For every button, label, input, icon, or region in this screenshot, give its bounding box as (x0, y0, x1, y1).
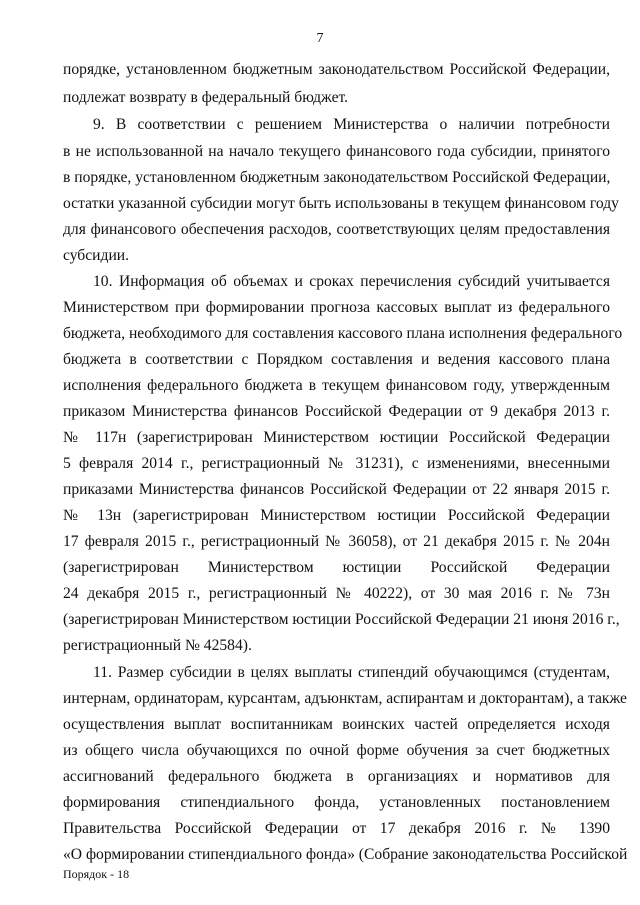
text-line: Министерством при формировании прогноза кассовых выплат из федерального (63, 299, 610, 316)
text-line: № 117н (зарегистрирован Министерством юстиции Российской Федерации (63, 429, 610, 446)
text-line: 17 февраля 2015 г., регистрационный № 36058), от 21 декабря 2015 г. № 204н (63, 533, 610, 550)
text-line: ассигнований федерального бюджета в организациях и нормативов для (63, 768, 610, 785)
text-line: регистрационный № 42584). (63, 637, 252, 654)
text-line: приказом Министерства финансов Российской Федерации от 9 декабря 2013 г. (63, 403, 610, 420)
text-line: для финансового обеспечения расходов, соответствующих целям предоставления (63, 221, 610, 238)
text-line: (зарегистрирован Министерством юстиции Российской Федерации (63, 559, 610, 576)
text-line: исполнения федерального бюджета в текущем финансовом году, утвержденным (63, 377, 610, 394)
page-number: 7 (316, 31, 324, 46)
text-line: 11. Размер субсидии в целях выплаты стипендий обучающимся (студентам, (93, 664, 610, 681)
text-line: Правительства Российской Федерации от 17 декабря 2016 г. № 1390 (63, 820, 610, 837)
text-line: 10. Информация об объемах и сроках перечисления субсидий учитывается (93, 273, 610, 290)
text-line: бюджета в соответствии с Порядком составления и ведения кассового плана (63, 351, 610, 368)
text-line: бюджета, необходимого для составления кассового плана исполнения федерального (63, 325, 623, 342)
text-line: порядке, установленном бюджетным законодательством Российской Федерации, (63, 61, 610, 78)
text-line: (зарегистрирован Министерством юстиции Российской Федерации 21 июня 2016 г., (63, 611, 620, 628)
text-line: остатки указанной субсидии могут быть использованы в текущем финансовом году (63, 195, 619, 212)
text-line: в не использованной на начало текущего финансового года субсидии, принятого (63, 143, 610, 160)
text-line: интернам, ординаторам, курсантам, адъюнктам, аспирантам и докторантам), а также (63, 690, 627, 707)
text-line: 24 декабря 2015 г., регистрационный № 40222), от 30 мая 2016 г. № 73н (63, 585, 610, 602)
text-line: 5 февраля 2014 г., регистрационный № 31231), с изменениями, внесенными (63, 455, 610, 472)
text-line: формирования стипендиального фонда, установленных постановлением (63, 794, 610, 811)
text-line: из общего числа обучающихся по очной форме обучения за счет бюджетных (63, 742, 610, 759)
text-line: «О формировании стипендиального фонда» (Собрание законодательства Российской (63, 846, 628, 863)
text-line: приказами Министерства финансов Российской Федерации от 22 января 2015 г. (63, 481, 610, 498)
footer-label: Порядок - 18 (63, 867, 130, 881)
text-line: осуществления выплат воспитанникам воинских частей определяется исходя (63, 716, 610, 733)
text-line: подлежат возврату в федеральный бюджет. (63, 89, 349, 106)
text-line: субсидии. (63, 247, 130, 264)
text-line: в порядке, установленном бюджетным законодательством Российской Федерации, (63, 169, 611, 186)
text-line: № 13н (зарегистрирован Министерством юстиции Российской Федерации (63, 507, 610, 524)
text-line: 9. В соответствии с решением Министерства о наличии потребности (93, 116, 610, 133)
